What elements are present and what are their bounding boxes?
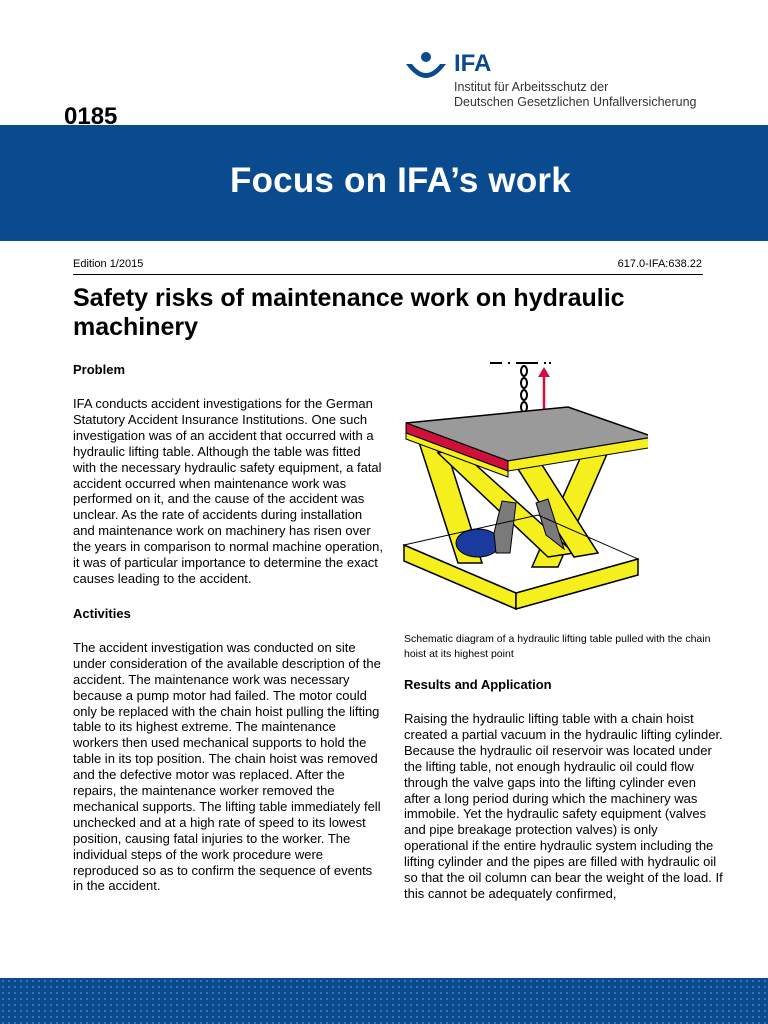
problem-body: IFA conducts accident investigations for the German Statutory Accident Insurance Institutions. One such investigation was of an accident that occurred with a hydraulic lifting table. Although the table was fitted with the necessary hydraulic safety equipment, a fatal accident occurred when maintenance work was performed on it, and the cause of the accident was unclear. As the rate of accidents during installation and maintenance work on machinery has risen over the years in comparison to normal machine operation, it was of particular importance to determine the exact causes leading to the accident. (73, 396, 383, 586)
results-body: Raising the hydraulic lifting table with a chain hoist created a partial vacuum in the hydraulic lifting cylinder. Because the hydraulic oil reservoir was located under the lifting table, not enough hydraulic oil could flow through the valve gaps into the lifting cylinder even after a long period during which the machinery was immobile. Yet the hydraulic safety equipment (valves and pipe breakage protection valves) is only operational if the entire hydraulic system including the lifting cylinder and the pipes are filled with hydraulic oil so that the oil column can bear the weight of the load. If this cannot be adequately confirmed, (404, 711, 723, 901)
header-divider (73, 274, 703, 275)
logo-line-2: Deutschen Gesetzlichen Unfallversicherung (454, 95, 697, 109)
lifting-table-diagram (398, 353, 648, 613)
figure-caption: Schematic diagram of a hydraulic lifting table pulled with the chain hoist at its highest point (404, 633, 711, 660)
problem-heading: Problem (73, 362, 126, 377)
logo-line-1: Institut für Arbeitsschutz der (454, 80, 609, 94)
left-column (73, 362, 383, 894)
right-column (404, 677, 724, 902)
logo-subtitle (454, 80, 697, 110)
issue-number: 0185 (64, 103, 118, 130)
ifa-logo-mark-icon (404, 52, 448, 84)
document-code: 617.0-IFA:638.22 (617, 258, 702, 270)
activities-body: The accident investigation was conducted on site under consideration of the available description of the accident. The maintenance work was necessary because a pump motor had failed. The motor could only be replaced with the chain hoist pulling the lifting table to its highest extreme. The maintenance workers then used mechanical supports to hold the table in its top position. The chain hoist was removed and the defective motor was replaced. After the repairs, the maintenance worker removed the mechanical supports. The lifting table immediately fell unchecked and at a high rate of speed to its lowest position, causing fatal injuries to the worker. The individual steps of the work procedure were reproduced so as to confirm the sequence of events in the accident. (73, 639, 381, 894)
logo-name: IFA (454, 50, 492, 77)
banner-title: Focus on IFA’s work (230, 161, 571, 200)
activities-heading: Activities (73, 605, 131, 621)
results-heading: Results and Application (404, 677, 552, 692)
footer-band (0, 978, 768, 1024)
page-title: Safety risks of maintenance work on hydraulic machinery (73, 284, 625, 341)
edition-label: Edition 1/2015 (73, 258, 144, 270)
